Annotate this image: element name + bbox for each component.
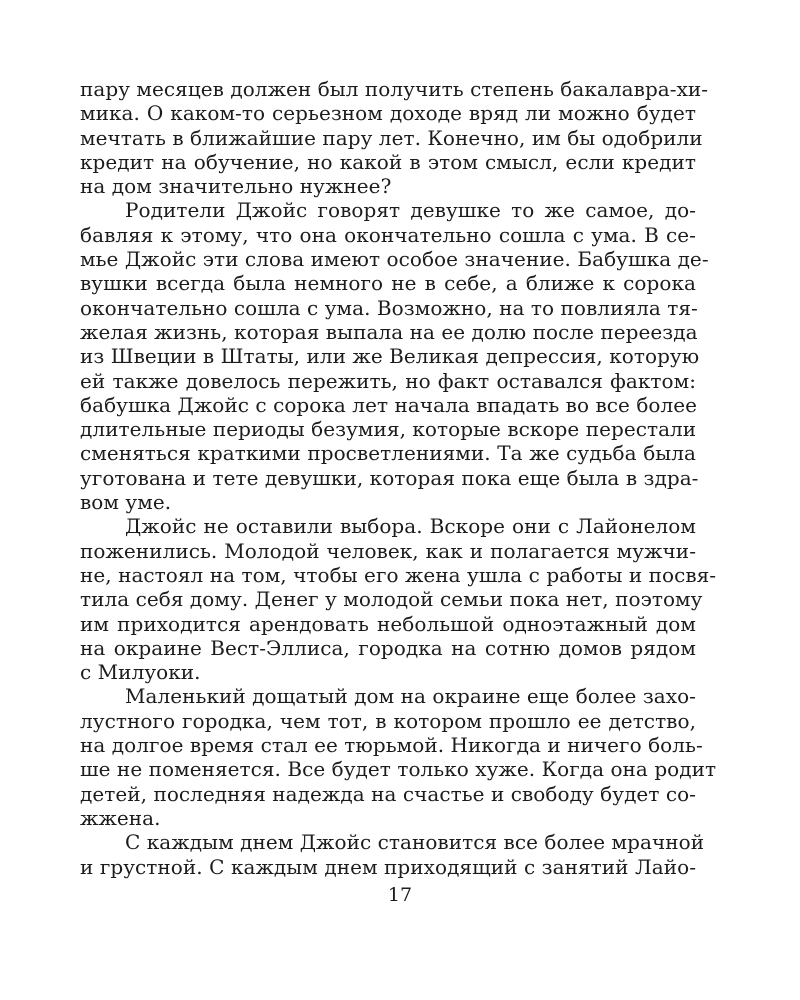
text-line: длительные периоды безумия, которые вскоре перестали: [80, 417, 697, 442]
text-line: Маленький дощатый дом на окраине еще более захо-: [125, 684, 696, 709]
text-line: бабушка Джойс с сорока лет начала впадать во все более: [80, 392, 698, 417]
text-line: вом уме.: [80, 490, 172, 515]
text-line: мечтать в ближайшие пару лет. Конечно, им бы одобрили: [80, 125, 703, 150]
text-line: не, настоял на том, чтобы его жена ушла с работы и посвя-: [80, 562, 717, 587]
text-line: детей, последняя надежда на счастье и свободу будет со-: [80, 781, 696, 806]
text-line: Джойс не оставили выбора. Вскоре они с Лайонелом: [125, 514, 696, 539]
text-line: из Швеции в Штаты, или же Великая депрессия, которую: [80, 344, 700, 369]
text-line: мье Джойс эти слова имеют особое значение. Бабушка де-: [80, 247, 709, 272]
text-line: Родители Джойс говорят девушке то же самое, до-: [125, 198, 696, 223]
page-body: [80, 77, 717, 879]
text-line: им приходится арендовать небольшой одноэтажный дом: [80, 611, 696, 636]
text-line: вушки всегда была немного не в себе, а ближе к сорока: [80, 271, 696, 296]
page-number: 17: [387, 884, 413, 906]
text-line: мика. О каком-то серьезном доходе вряд ли можно будет: [80, 101, 696, 126]
text-line: на дом значительно нужнее?: [80, 174, 392, 199]
text-line: и грустной. С каждым днем приходящий с занятий Лайо-: [80, 854, 696, 879]
text-line: лустного городка, чем тот, в котором прошло ее детство,: [80, 708, 696, 733]
text-line: ше не поменяется. Все будет только хуже. Когда она родит: [80, 757, 717, 782]
text-line: с Милуоки.: [80, 660, 201, 685]
text-line: на долгое время стал ее тюрьмой. Никогда и ничего боль-: [80, 733, 703, 758]
text-line: ей также довелось пережить, но факт оставался фактом:: [80, 368, 696, 393]
text-line: кредит на обучение, но какой в этом смысл, если кредит: [80, 149, 696, 174]
text-line: уготована и тете девушки, которая пока еще была в здра-: [80, 465, 699, 490]
text-line: бавляя к этому, что она окончательно сошла с ума. В се-: [80, 222, 696, 247]
text-line: поженились. Молодой человек, как и полагается мужчи-: [80, 538, 696, 563]
text-line: жжена.: [80, 805, 161, 830]
text-line: окончательно сошла с ума. Возможно, на то повлияла тя-: [80, 295, 698, 320]
text-line: на окраине Вест-Эллиса, городка на сотню домов рядом: [80, 635, 696, 660]
text-line: С каждым днем Джойс становится все более мрачной: [125, 830, 705, 855]
text-line: тила себя дому. Денег у молодой семьи пока нет, поэтому: [80, 587, 703, 612]
text-line: сменяться краткими просветлениями. Та же судьба была: [80, 441, 696, 466]
text-line: желая жизнь, которая выпала на ее долю после переезда: [80, 319, 698, 344]
text-line: пару месяцев должен был получить степень бакалавра-хи-: [80, 77, 709, 101]
